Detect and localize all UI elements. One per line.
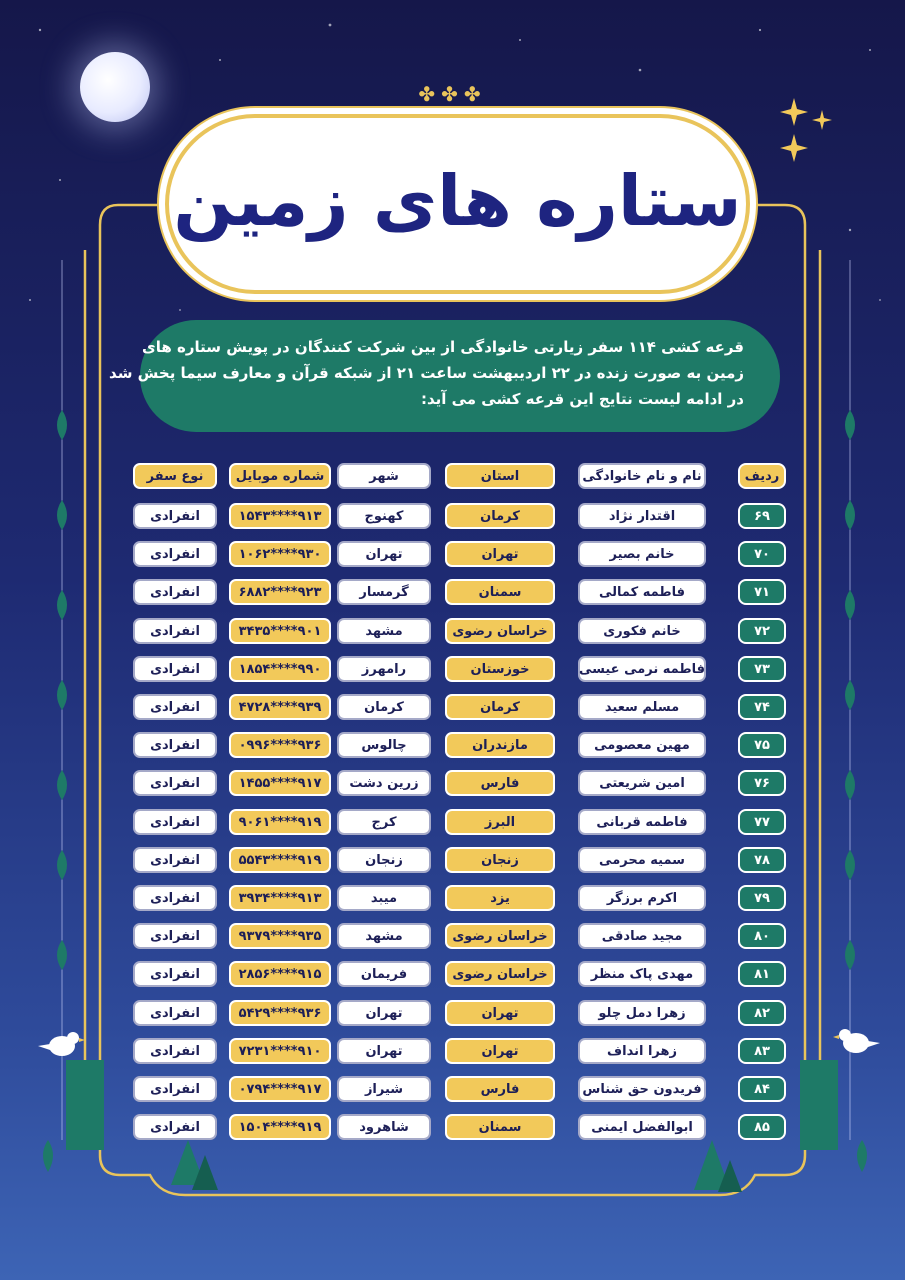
trip-cell: انفرادی: [133, 885, 217, 911]
name-cell: فاطمه نرمی عیسی: [578, 656, 706, 682]
province-cell: خراسان رضوی: [445, 961, 555, 987]
province-cell: یزد: [445, 885, 555, 911]
name-cell: مسلم سعید: [578, 694, 706, 720]
trip-cell: انفرادی: [133, 923, 217, 949]
row-number: ۷۰: [738, 541, 786, 567]
name-cell: ابوالفضل ایمنی: [578, 1114, 706, 1140]
city-cell: کهنوج: [337, 503, 431, 529]
city-cell: رامهرز: [337, 656, 431, 682]
trip-cell: انفرادی: [133, 503, 217, 529]
province-cell: خوزستان: [445, 656, 555, 682]
trip-cell: انفرادی: [133, 541, 217, 567]
city-cell: فریمان: [337, 961, 431, 987]
row-number: ۷۴: [738, 694, 786, 720]
province-cell: فارس: [445, 770, 555, 796]
province-cell: البرز: [445, 809, 555, 835]
row-number: ۸۰: [738, 923, 786, 949]
name-cell: فاطمه قربانی: [578, 809, 706, 835]
mobile-cell: ۹۱۳****۳۹۳۴: [229, 885, 331, 911]
name-cell: فاطمه کمالی: [578, 579, 706, 605]
title-banner: [165, 114, 750, 294]
row-number: ۸۵: [738, 1114, 786, 1140]
city-cell: تهران: [337, 541, 431, 567]
province-cell: مازندران: [445, 732, 555, 758]
city-cell: تهران: [337, 1038, 431, 1064]
province-cell: فارس: [445, 1076, 555, 1102]
header-trip: نوع سفر: [133, 463, 217, 489]
row-number: ۸۲: [738, 1000, 786, 1026]
trip-cell: انفرادی: [133, 656, 217, 682]
name-cell: مهدی پاک منظر: [578, 961, 706, 987]
name-cell: زهرا انداف: [578, 1038, 706, 1064]
mobile-cell: ۹۱۵****۲۸۵۶: [229, 961, 331, 987]
city-cell: شاهرود: [337, 1114, 431, 1140]
mobile-cell: ۹۱۰****۷۲۳۱: [229, 1038, 331, 1064]
header-row: ردیف: [738, 463, 786, 489]
name-cell: خانم بصیر: [578, 541, 706, 567]
city-cell: مشهد: [337, 923, 431, 949]
header-city: شهر: [337, 463, 431, 489]
name-cell: زهرا دمل چلو: [578, 1000, 706, 1026]
province-cell: تهران: [445, 541, 555, 567]
province-cell: زنجان: [445, 847, 555, 873]
row-number: ۸۴: [738, 1076, 786, 1102]
row-number: ۸۳: [738, 1038, 786, 1064]
trip-cell: انفرادی: [133, 847, 217, 873]
mobile-cell: ۹۱۷****۱۴۵۵: [229, 770, 331, 796]
bird-icon: [833, 1029, 880, 1053]
mobile-cell: ۹۲۳****۶۸۸۲: [229, 579, 331, 605]
city-cell: زنجان: [337, 847, 431, 873]
city-cell: میبد: [337, 885, 431, 911]
name-cell: اکرم برزگر: [578, 885, 706, 911]
page-title: ستاره های زمین: [173, 160, 742, 242]
name-cell: اقتدار نژاد: [578, 503, 706, 529]
trip-cell: انفرادی: [133, 1114, 217, 1140]
province-cell: تهران: [445, 1038, 555, 1064]
city-cell: گرمسار: [337, 579, 431, 605]
trip-cell: انفرادی: [133, 961, 217, 987]
mobile-cell: ۹۱۹****۹۰۶۱: [229, 809, 331, 835]
city-cell: شیراز: [337, 1076, 431, 1102]
province-cell: خراسان رضوی: [445, 618, 555, 644]
header-province: استان: [445, 463, 555, 489]
row-number: ۷۲: [738, 618, 786, 644]
row-number: ۸۱: [738, 961, 786, 987]
province-cell: خراسان رضوی: [445, 923, 555, 949]
mobile-cell: ۹۱۳****۱۵۴۳: [229, 503, 331, 529]
province-cell: سمنان: [445, 1114, 555, 1140]
row-number: ۷۸: [738, 847, 786, 873]
trip-cell: انفرادی: [133, 618, 217, 644]
mobile-cell: ۹۱۷****۰۷۹۴: [229, 1076, 331, 1102]
mobile-cell: ۹۰۱****۳۴۳۵: [229, 618, 331, 644]
mobile-cell: ۹۱۹****۵۵۴۳: [229, 847, 331, 873]
trip-cell: انفرادی: [133, 809, 217, 835]
province-cell: کرمان: [445, 503, 555, 529]
trip-cell: انفرادی: [133, 770, 217, 796]
city-cell: کرمان: [337, 694, 431, 720]
mobile-cell: ۹۳۹****۴۷۲۸: [229, 694, 331, 720]
mobile-cell: ۹۱۹****۱۵۰۴: [229, 1114, 331, 1140]
name-cell: خانم فکوری: [578, 618, 706, 644]
trip-cell: انفرادی: [133, 579, 217, 605]
province-cell: تهران: [445, 1000, 555, 1026]
trip-cell: انفرادی: [133, 1076, 217, 1102]
intro-line: در ادامه لیست نتایج این قرعه کشی می آید:: [420, 390, 744, 408]
province-cell: کرمان: [445, 694, 555, 720]
intro-line: زمین به صورت زنده در ۲۲ اردیبهشت ساعت ۲۱ از شبکه قرآن و معارف سیما پخش شد: [109, 364, 744, 382]
trip-cell: انفرادی: [133, 732, 217, 758]
mobile-cell: ۹۳۰****۱۰۶۲: [229, 541, 331, 567]
city-cell: زرین دشت: [337, 770, 431, 796]
mobile-cell: ۹۳۶****۵۴۲۹: [229, 1000, 331, 1026]
city-cell: چالوس: [337, 732, 431, 758]
header-mobile: شماره موبایل: [229, 463, 331, 489]
ornament-icon: ✤✤✤: [418, 82, 487, 106]
city-cell: تهران: [337, 1000, 431, 1026]
name-cell: مجید صادقی: [578, 923, 706, 949]
name-cell: امین شریعتی: [578, 770, 706, 796]
province-cell: سمنان: [445, 579, 555, 605]
mobile-cell: ۹۹۰****۱۸۵۴: [229, 656, 331, 682]
mobile-cell: ۹۳۵****۹۳۷۹: [229, 923, 331, 949]
city-cell: مشهد: [337, 618, 431, 644]
mobile-cell: ۹۳۶****۰۹۹۶: [229, 732, 331, 758]
trip-cell: انفرادی: [133, 1000, 217, 1026]
row-number: ۷۷: [738, 809, 786, 835]
row-number: ۷۳: [738, 656, 786, 682]
row-number: ۷۵: [738, 732, 786, 758]
trip-cell: انفرادی: [133, 694, 217, 720]
name-cell: سمیه محرمی: [578, 847, 706, 873]
header-name: نام و نام خانوادگی: [578, 463, 706, 489]
row-number: ۷۱: [738, 579, 786, 605]
row-number: ۷۹: [738, 885, 786, 911]
row-number: ۷۶: [738, 770, 786, 796]
name-cell: مهین معصومی: [578, 732, 706, 758]
trip-cell: انفرادی: [133, 1038, 217, 1064]
intro-line: قرعه کشی ۱۱۴ سفر زیارتی خانوادگی از بین شرکت کنندگان در پویش ستاره های: [142, 338, 744, 356]
city-cell: کرج: [337, 809, 431, 835]
intro-panel: [109, 320, 780, 432]
name-cell: فریدون حق شناس: [578, 1076, 706, 1102]
row-number: ۶۹: [738, 503, 786, 529]
